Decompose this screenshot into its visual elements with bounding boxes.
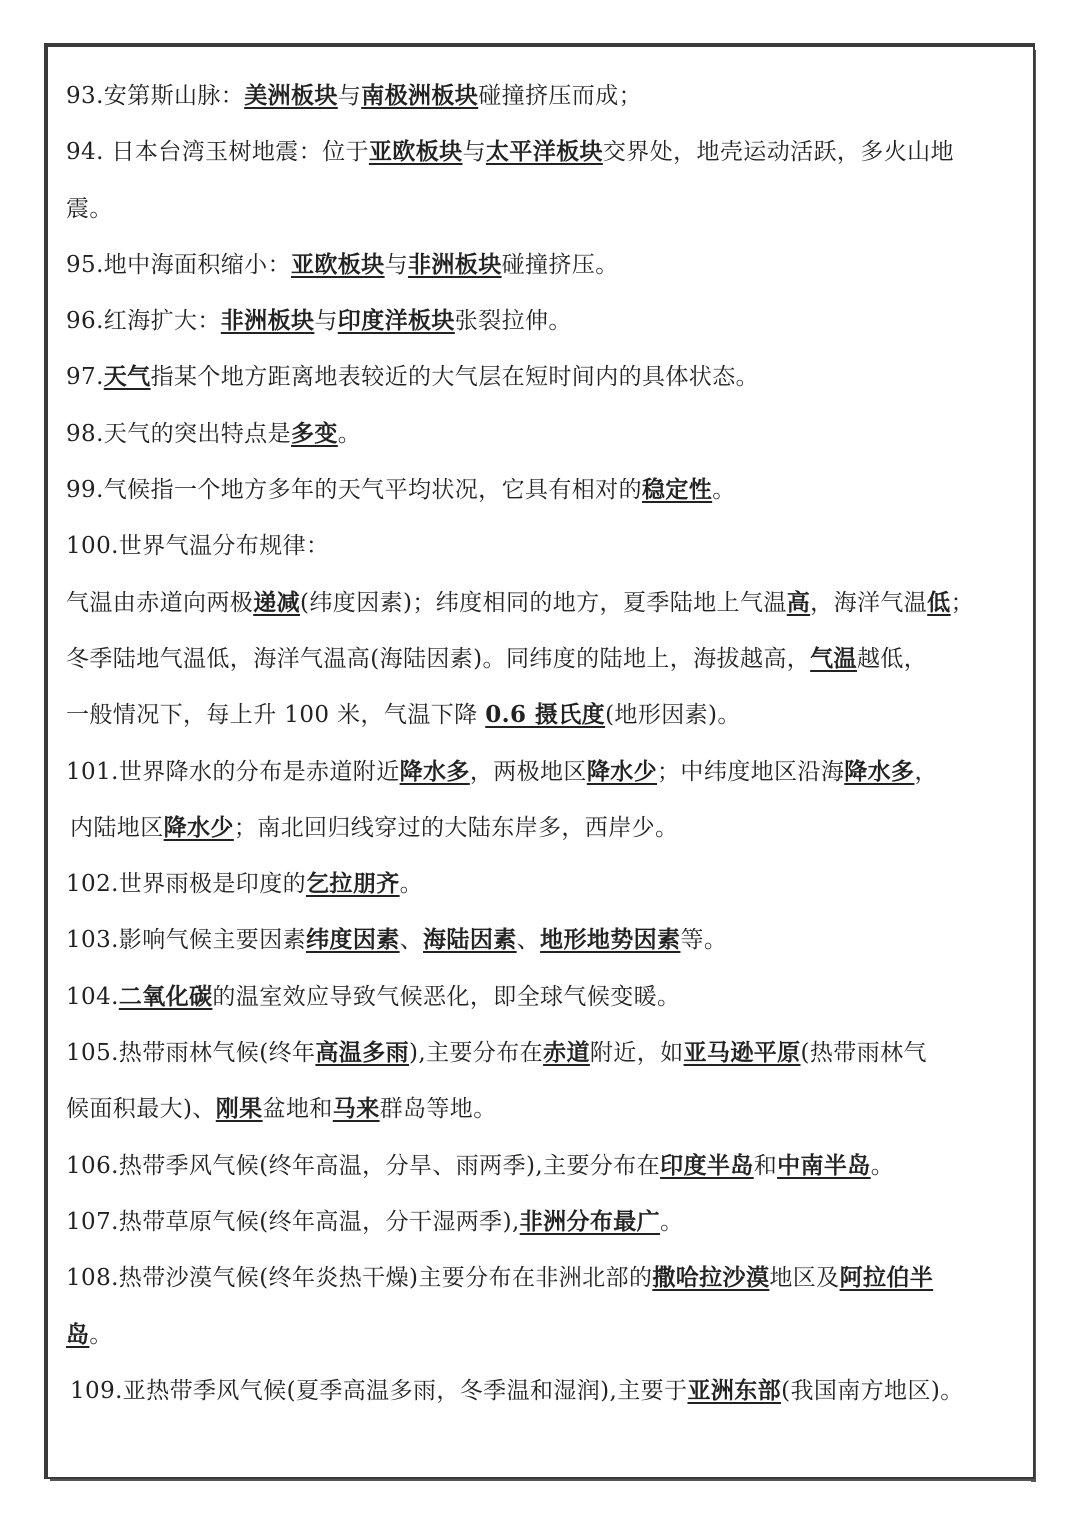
note-text: ；南北回归线穿过的大陆东岸多，西岸少。 [233,814,679,841]
note-line [66,349,1032,405]
note-text: 、 [399,927,424,954]
note-line [66,181,1032,237]
note-text: 104. [66,983,119,1010]
key-term: 多变 [290,419,338,447]
note-line [66,518,1032,574]
key-term: 马来 [332,1095,380,1123]
note-text: 。 [89,1321,113,1348]
note-text: 98.天气的突出特点是 [66,420,291,447]
note-text: 一般情况下，每上升 100 米，气温下降 [66,702,486,729]
note-text: 102.世界雨极是印度的 [66,871,307,898]
note-text: 与 [337,83,362,109]
key-term: 气温 [810,644,857,672]
note-text: 地区及 [769,1265,840,1292]
note-text: 等。 [680,927,728,954]
key-term: 非洲板块 [408,250,502,278]
note-line [66,1307,1032,1363]
note-text: (热带雨林气 [800,1040,927,1067]
note-text: 碰撞挤压而成； [478,83,643,109]
note-text: 109.亚热带季风气候(夏季高温多雨，冬季温和湿润),主要于 [70,1377,688,1404]
key-term: 非洲分布最广 [519,1207,661,1235]
note-text: 100.世界气温分布规律： [66,533,330,560]
note-text: 105.热带雨林气候(终年 [66,1040,316,1067]
note-text: ， [914,758,938,785]
note-text: (地形因素)。 [605,702,741,729]
note-text: 、 [516,927,541,954]
key-term: 亚欧板块 [290,250,385,278]
note-text: 106.热带季风气候(终年高温，分旱、雨两季),主要分布在 [66,1152,661,1179]
key-term: 乞拉朋齐 [306,870,400,898]
key-term: 太平洋板块 [485,138,603,166]
note-text: 与 [462,139,486,166]
note-text: ，海洋气温 [810,589,928,616]
note-line [66,687,1032,743]
key-term: 地形地势因素 [540,926,681,954]
key-term: 降水多 [844,757,915,785]
note-line [66,1194,1032,1250]
note-text: 101.世界降水的分布是赤道附近 [66,758,400,785]
note-text: 与 [384,251,408,278]
key-term: 递减 [253,588,301,616]
note-text: 。 [337,420,362,447]
note-text: 内陆地区 [70,814,164,841]
key-term: 降水多 [399,757,470,785]
note-line [66,1025,1032,1081]
note-text: 越低， [856,645,928,672]
note-text: 107.热带草原气候(终年高温，分干湿两季), [66,1208,520,1235]
key-term: 岛 [66,1320,90,1348]
note-text: 候面积最大)、 [66,1096,216,1123]
note-text: 指某个地方距离地表较近的大气层在短时间内的具体状态。 [150,364,759,391]
note-line [66,969,1032,1025]
note-text: 群岛等地。 [379,1096,497,1123]
note-text: (纬度因素)；纬度相同的地方，夏季陆地上气温 [300,589,787,616]
key-term: 降水少 [163,813,234,841]
note-text: 。 [870,1152,895,1179]
note-text: ，两极地区 [469,758,587,785]
key-term: 美洲板块 [244,82,338,109]
note-line [66,631,1032,687]
note-line [66,1138,1032,1194]
note-text: ),主要分布在 [409,1040,544,1067]
note-text: 震。 [66,195,113,222]
key-term: 亚欧板块 [368,138,463,166]
note-text: 与 [314,308,338,335]
note-line [66,237,1032,293]
key-term: 降水少 [586,757,658,785]
note-text: 。 [712,477,736,504]
note-line [66,124,1032,180]
note-text: (我国南方地区)。 [781,1377,964,1404]
note-text: 93.安第斯山脉： [66,83,245,109]
note-line [66,744,1032,800]
note-text: 97. [66,364,104,391]
notes-content [66,68,1032,1419]
note-text: 108.热带沙漠气候(终年炎热干燥)主要分布在非洲北部的 [66,1265,653,1292]
note-text: 冬季陆地气温低，海洋气温高(海陆因素)。同纬度的陆地上，海拔越高， [66,645,811,672]
note-text: 附近，如 [589,1040,684,1067]
key-term: 阿拉伯半 [839,1264,934,1292]
note-line [66,462,1032,518]
key-term: 高 [786,588,811,616]
key-term: 纬度因素 [306,926,400,954]
key-term: 高温多雨 [315,1039,409,1067]
note-text: 气温由赤道向两极 [66,589,254,616]
key-term: 刚果 [215,1095,263,1123]
note-text: 和 [753,1152,778,1179]
note-text: ； [950,589,974,616]
key-term: 低 [927,588,951,616]
note-line [66,1363,1032,1419]
key-term: 印度半岛 [660,1151,754,1179]
note-text: 99.气候指一个地方多年的天气平均状况，它具有相对的 [66,477,642,504]
note-text: 94. 日本台湾玉树地震：位于 [66,139,369,166]
note-text: 103.影响气候主要因素 [66,927,307,954]
key-term: 南极洲板块 [361,82,479,109]
key-term: 撒哈拉沙漠 [652,1264,770,1292]
note-text: 交界处，地壳运动活跃，多火山地 [602,139,954,166]
key-term: 中南半岛 [777,1151,871,1179]
note-text: 95.地中海面积缩小： [66,251,291,278]
note-text: 96.红海扩大： [66,308,221,335]
key-term: 海陆因素 [423,926,517,954]
note-text: 碰撞挤压。 [501,251,619,278]
note-text: 的温室效应导致气候恶化，即全球气候变暖。 [212,983,681,1010]
key-term: 天气 [103,363,151,391]
note-line [66,293,1032,349]
note-text: 。 [660,1208,684,1235]
note-text: 盆地和 [262,1096,333,1123]
key-term: 二氧化碳 [118,982,213,1010]
key-term: 亚洲东部 [687,1376,782,1404]
note-line [66,406,1032,462]
key-term: 稳定性 [641,476,713,504]
key-term: 0.6 摄氏度 [485,701,606,729]
note-line [66,856,1032,912]
note-line [66,912,1032,968]
note-text: 。 [399,871,424,898]
note-line [66,68,1032,124]
key-term: 印度洋板块 [337,307,455,335]
note-text: ；中纬度地区沿海 [657,758,845,785]
note-line [66,800,1032,856]
note-line [66,1081,1032,1137]
note-line [66,1250,1032,1306]
note-line [66,575,1032,631]
key-term: 亚马逊平原 [683,1039,801,1067]
key-term: 非洲板块 [220,307,315,335]
key-term: 赤道 [543,1039,590,1067]
note-text: 张裂拉伸。 [454,308,572,335]
